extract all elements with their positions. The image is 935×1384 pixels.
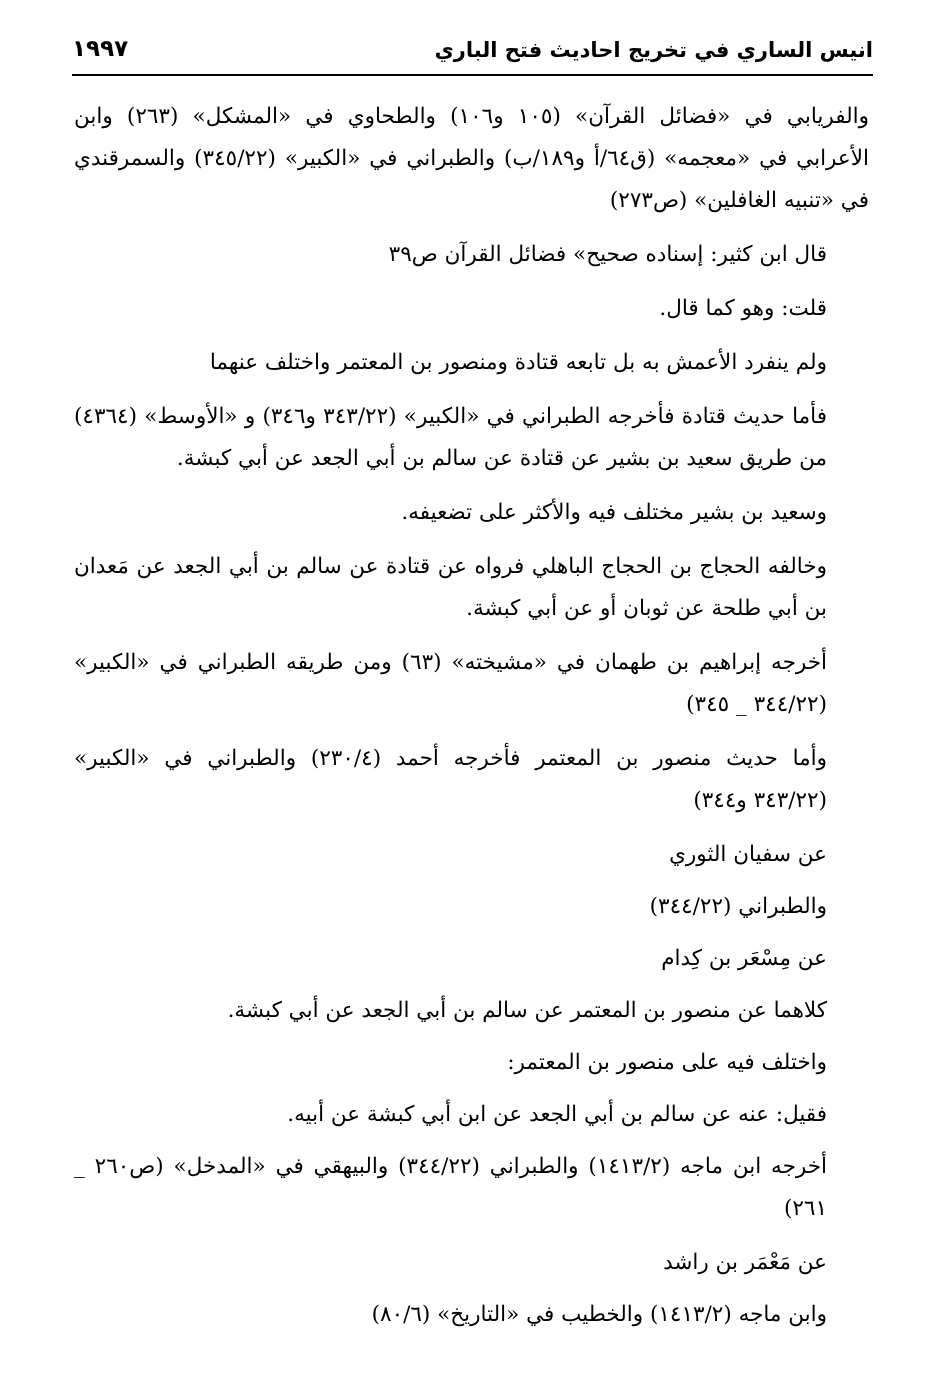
running-title: انيس الساري في تخريج احاديث فتح الباري: [434, 38, 873, 62]
paragraph: قال ابن كثير: إسناده صحيح» فضائل القرآن ص٣٩: [388, 242, 827, 267]
paragraph: وسعيد بن بشير مختلف فيه والأكثر على تضعيفه.: [401, 500, 827, 525]
paragraph: والطبراني (٣٤٤/٢٢): [649, 894, 827, 919]
paragraph: كلاهما عن منصور بن المعتمر عن سالم بن أبي الجعد عن أبي كبشة.: [227, 998, 827, 1023]
page-header: [72, 34, 873, 78]
paragraph: واختلف فيه على منصور بن المعتمر:: [507, 1050, 827, 1075]
page-number: ١٩٩٧: [72, 36, 129, 62]
paragraph: ولم ينفرد الأعمش به بل تابعه قتادة ومنصور بن المعتمر واختلف عنهما: [209, 350, 827, 375]
paragraph: أخرجه إبراهيم بن طهمان في «مشيخته» (٦٣) ومن طريقه الطبراني في «الكبير» (٣٤٤/٢٢ _ ٣٤٥): [74, 650, 827, 717]
paragraph: قلت: وهو كما قال.: [659, 296, 827, 321]
paragraph: عن سفيان الثوري: [669, 842, 827, 867]
paragraph: فقيل: عنه عن سالم بن أبي الجعد عن ابن أبي كبشة عن أبيه.: [287, 1102, 827, 1127]
paragraph: فأما حديث قتادة فأخرجه الطبراني في «الكبير» (٣٤٣/٢٢ و٣٤٦) و «الأوسط» (٤٣٦٤) من طريق سعيد بن بشير عن قتادة عن سالم بن أبي الجعد عن أبي كبشة.: [74, 404, 827, 471]
paragraph: وخالفه الحجاج بن الحجاج الباهلي فرواه عن قتادة عن سالم بن أبي الجعد عن مَعدان بن أبي طلحة عن ثوبان أو عن أبي كبشة.: [74, 554, 827, 621]
body-text: [74, 96, 869, 1346]
paragraph: وأما حديث منصور بن المعتمر فأخرجه أحمد (٢٣٠/٤) والطبراني في «الكبير» (٣٤٣/٢٢ و٣٤٤): [74, 746, 827, 813]
paragraph: وابن ماجه (١٤١٣/٢) والخطيب في «التاريخ» (٨٠/٦): [371, 1302, 827, 1327]
paragraph: عن مِسْعَر بن كِدام: [661, 946, 827, 971]
paragraph: والفريابي في «فضائل القرآن» (١٠٥ و١٠٦) والطحاوي في «المشكل» (٢٦٣) وابن الأعرابي في «معجمه» (ق٦٤/أ و١٨٩/ب) والطبراني في «الكبير» (٣٤٥/٢٢) والسمرقندي في «تنبيه الغافلين» (ص٢٧٣): [74, 104, 870, 213]
paragraph: أخرجه ابن ماجه (١٤١٣/٢) والطبراني (٣٤٤/٢٢) والبيهقي في «المدخل» (ص٢٦٠ _ ٢٦١): [74, 1154, 828, 1221]
header-rule: [72, 74, 873, 76]
paragraph: عن مَعْمَر بن راشد: [663, 1250, 827, 1275]
